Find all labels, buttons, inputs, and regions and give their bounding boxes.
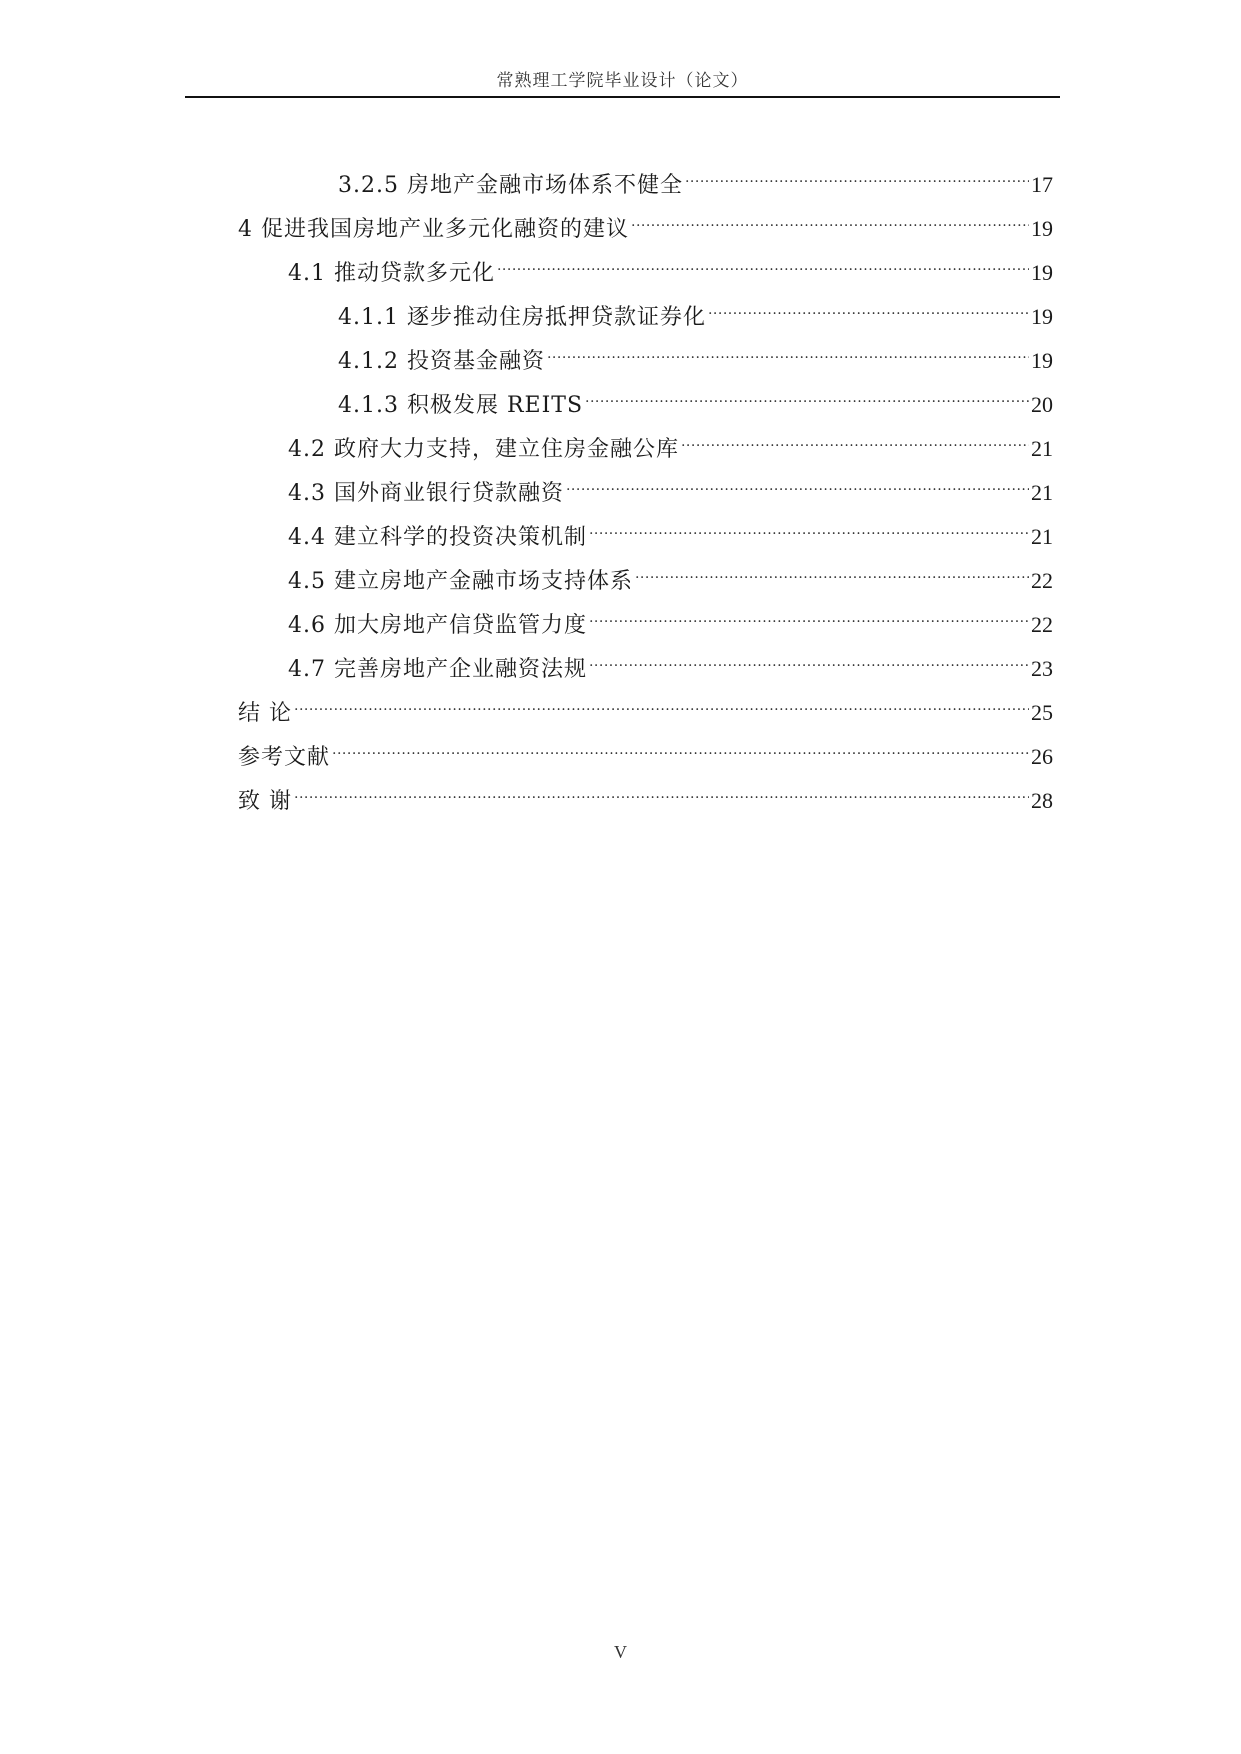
toc-dot-leader [681, 420, 1029, 456]
toc-entry-title: 4.7 完善房地产企业融资法规 [288, 657, 587, 682]
toc-dot-leader [589, 640, 1029, 676]
toc-entry-page: 21 [1031, 480, 1053, 505]
header-rule [185, 96, 1060, 98]
toc-entry[interactable] [288, 640, 1053, 682]
toc-entry[interactable] [338, 376, 1053, 418]
toc-dot-leader [566, 464, 1029, 500]
toc-entry-page: 22 [1031, 612, 1053, 637]
toc-entry-title: 4.1.1 逐步推动住房抵押贷款证券化 [338, 305, 706, 330]
toc-entry[interactable] [238, 200, 1053, 242]
toc-entry-page: 28 [1031, 788, 1053, 813]
toc-entry-title: 3.2.5 房地产金融市场体系不健全 [338, 173, 683, 198]
toc-dot-leader [635, 552, 1029, 588]
toc-dot-leader [685, 156, 1029, 192]
toc-dot-leader [547, 332, 1029, 368]
page-header-title: 常熟理工学院毕业设计（论文） [496, 71, 749, 91]
toc-entry[interactable] [238, 684, 1053, 726]
toc-entry-page: 21 [1031, 524, 1053, 549]
toc-entry-page: 19 [1031, 260, 1053, 285]
toc-entry[interactable] [288, 464, 1053, 506]
toc-dot-leader [332, 728, 1029, 764]
toc-entry[interactable] [338, 156, 1053, 198]
toc-dot-leader [294, 684, 1029, 720]
toc-entry-page: 22 [1031, 568, 1053, 593]
toc-entry-title: 参考文献 [238, 745, 331, 770]
toc-entry[interactable] [338, 288, 1053, 330]
toc-dot-leader [589, 508, 1029, 544]
toc-entry[interactable] [288, 552, 1053, 594]
toc-entry[interactable] [238, 728, 1053, 770]
toc-entry-page: 25 [1031, 700, 1053, 725]
toc-entry[interactable] [288, 420, 1053, 462]
toc-entry-title: 4.1.2 投资基金融资 [338, 349, 545, 374]
toc-entry-title: 致 谢 [238, 789, 292, 814]
toc-entry[interactable] [288, 244, 1053, 286]
toc-entry-title: 结 论 [238, 701, 292, 726]
toc-entry[interactable] [338, 332, 1053, 374]
toc-entry-page: 19 [1031, 304, 1053, 329]
toc-dot-leader [585, 376, 1029, 412]
toc-entry-page: 20 [1031, 392, 1053, 417]
toc-entry-page: 17 [1031, 172, 1053, 197]
toc-entry-title: 4.2 政府大力支持，建立住房金融公库 [288, 437, 679, 462]
page-number: V [614, 1642, 627, 1662]
toc-entry[interactable] [238, 772, 1053, 814]
toc-entry-title: 4.3 国外商业银行贷款融资 [288, 481, 564, 506]
toc-entry-page: 23 [1031, 656, 1053, 681]
toc-entry-title: 4.1 推动贷款多元化 [288, 261, 495, 286]
toc-entry[interactable] [288, 596, 1053, 638]
toc-entry-title: 4.1.3 积极发展 REITS [338, 393, 584, 418]
toc-dot-leader [631, 200, 1029, 236]
toc-entry-title: 4.4 建立科学的投资决策机制 [288, 525, 587, 550]
toc-entry-title: 4 促进我国房地产业多元化融资的建议 [238, 217, 629, 242]
toc-dot-leader [589, 596, 1029, 632]
toc-entry-title: 4.5 建立房地产金融市场支持体系 [288, 569, 633, 594]
toc-entry-title: 4.6 加大房地产信贷监管力度 [288, 613, 587, 638]
toc-dot-leader [497, 244, 1029, 280]
toc-entry[interactable] [288, 508, 1053, 550]
toc-entry-page: 21 [1031, 436, 1053, 461]
toc-entry-page: 19 [1031, 348, 1053, 373]
toc-dot-leader [708, 288, 1029, 324]
toc-dot-leader [294, 772, 1029, 808]
toc-entry-page: 26 [1031, 744, 1053, 769]
toc-entry-page: 19 [1031, 216, 1053, 241]
